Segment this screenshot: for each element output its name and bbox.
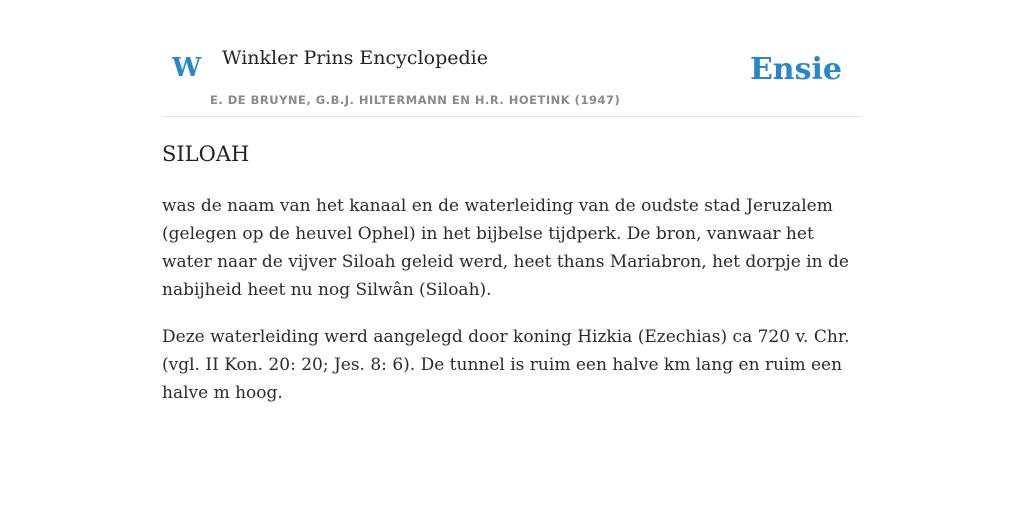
article-paragraph: was de naam van het kanaal en de waterleiding van de oudste stad Jeruzalem (gelegen op de heuvel Ophel) in het bijbelse tijdperk. De bron, vanwaar het water naar de vijver Siloah geleid werd, heet thans Mariabron, het dorpje in de nabijheid heet nu nog Silwân (Siloah).	[162, 196, 849, 300]
encyclopedia-authors: E. DE BRUYNE, G.B.J. HILTERMANN EN H.R. HOETINK (1947)	[210, 93, 621, 107]
ensie-logo[interactable]: Ensie	[749, 52, 842, 87]
article-body	[162, 140, 862, 407]
encyclopedia-header	[162, 30, 862, 117]
entry-title: SILOAH	[162, 142, 250, 166]
winkler-prins-logo-icon[interactable]: W	[172, 53, 202, 83]
article-paragraph: Deze waterleiding werd aangelegd door koning Hizkia (Ezechias) ca 720 v. Chr. (vgl. II Kon. 20: 20; Jes. 8: 6). De tunnel is ruim een halve km lang en ruim een halve m hoog.	[162, 327, 850, 403]
encyclopedia-title[interactable]: Winkler Prins Encyclopedie	[222, 47, 488, 69]
